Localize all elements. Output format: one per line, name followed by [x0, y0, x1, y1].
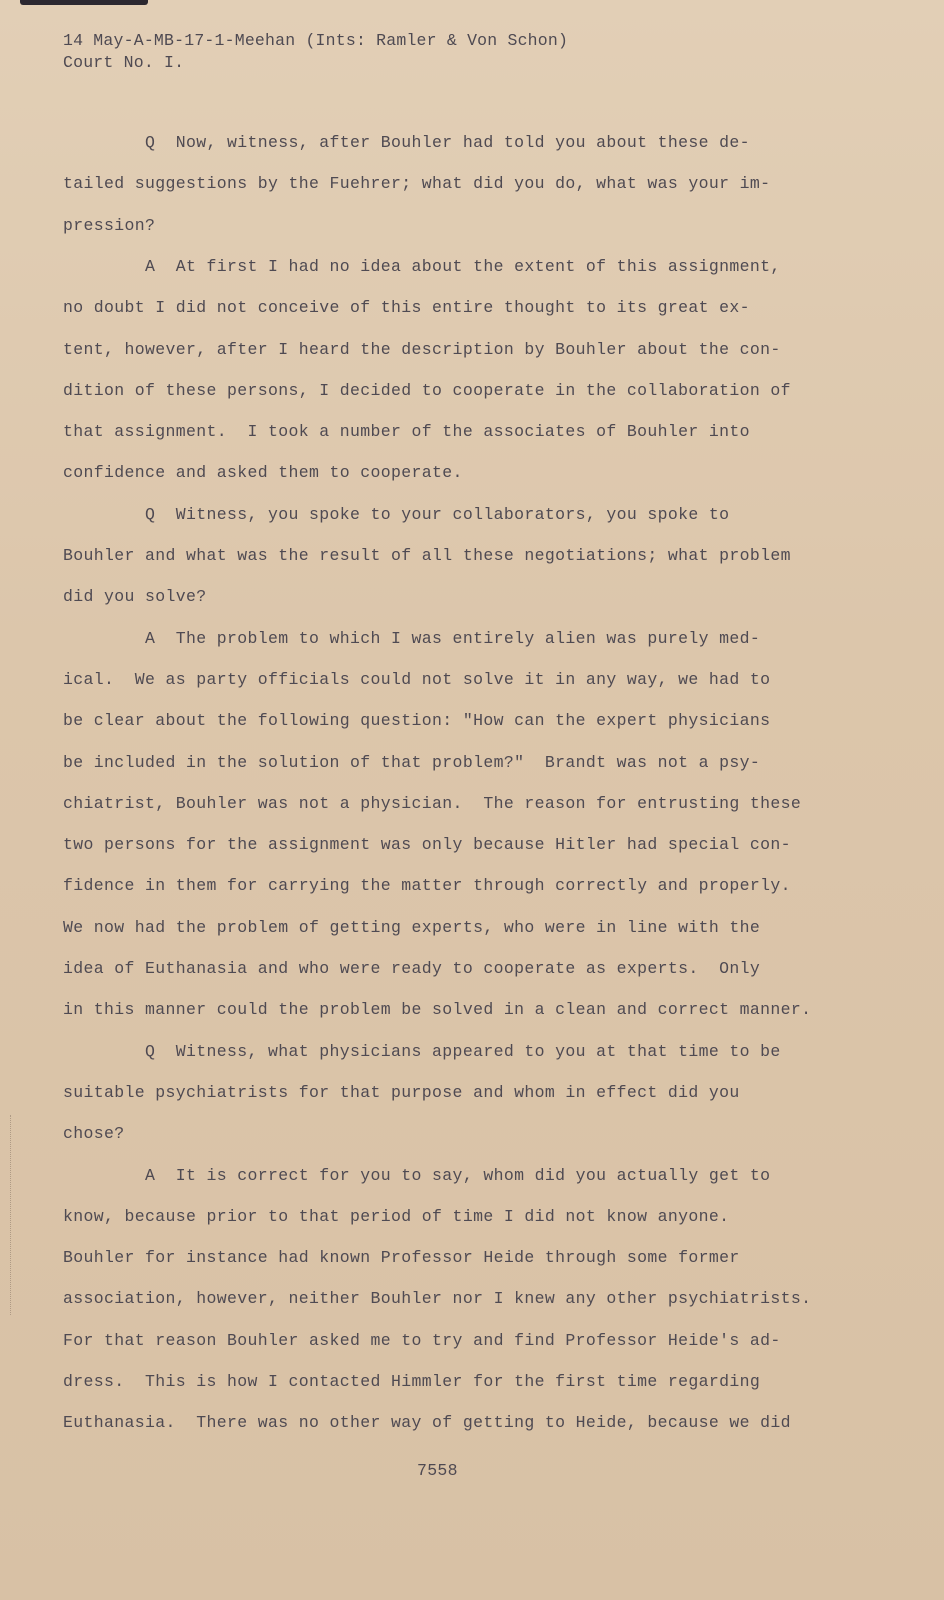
transcript-line: Euthanasia. There was no other way of getting to Heide, because we did: [63, 1413, 791, 1433]
transcript-line: A It is correct for you to say, whom did you actually get to: [63, 1165, 771, 1185]
transcript-line: A At first I had no idea about the extent of this assignment,: [63, 256, 781, 276]
transcript-line: tent, however, after I heard the description by Bouhler about the con-: [63, 339, 781, 359]
header-line-1: 14 May-A-MB-17-1-Meehan (Ints: Ramler & Von Schon): [63, 31, 569, 50]
transcript-line: ical. We as party officials could not solve it in any way, we had to: [63, 669, 771, 689]
transcript-line: Bouhler and what was the result of all these negotiations; what problem: [63, 546, 791, 565]
transcript-line: that assignment. I took a number of the associates of Bouhler into: [63, 422, 750, 442]
transcript-line: Q Now, witness, after Bouhler had told you about these de-: [63, 133, 750, 152]
transcript-line: We now had the problem of getting experts, who were in line with the: [63, 917, 761, 937]
transcript-line: pression?: [63, 215, 156, 235]
top-edge-mark: [20, 0, 148, 5]
transcript-line: Bouhler for instance had known Professor Heide through some former: [63, 1248, 740, 1268]
transcript-line: chose?: [63, 1124, 125, 1144]
header-line-2: Court No. I.: [63, 53, 185, 72]
transcript-line: in this manner could the problem be solved in a clean and correct manner.: [63, 1000, 812, 1020]
transcript-line: A The problem to which I was entirely alien was purely med-: [63, 628, 761, 648]
transcript-line: For that reason Bouhler asked me to try and find Professor Heide's ad-: [63, 1330, 781, 1350]
transcript-line: did you solve?: [63, 587, 207, 607]
transcript-line: fidence in them for carrying the matter through correctly and properly.: [63, 876, 791, 896]
page-number: 7558: [417, 1461, 458, 1480]
transcript-line: be included in the solution of that problem?" Brandt was not a psy-: [63, 752, 761, 772]
transcript-line: tailed suggestions by the Fuehrer; what did you do, what was your im-: [63, 174, 771, 194]
transcript-line: Q Witness, you spoke to your collaborators, you spoke to: [63, 504, 730, 524]
transcript-line: be clear about the following question: "How can the expert physicians: [63, 711, 771, 731]
left-edge-wear: [10, 1115, 21, 1315]
transcript-line: know, because prior to that period of time I did not know anyone.: [63, 1206, 730, 1226]
transcript-line: dress. This is how I contacted Himmler for the first time regarding: [63, 1372, 761, 1391]
transcript-line: confidence and asked them to cooperate.: [63, 463, 463, 483]
transcript-line: idea of Euthanasia and who were ready to cooperate as experts. Only: [63, 959, 761, 978]
transcript-line: suitable psychiatrists for that purpose and whom in effect did you: [63, 1082, 740, 1102]
transcript-line: association, however, neither Bouhler nor I knew any other psychiatrists.: [63, 1289, 812, 1309]
document-header: [63, 30, 568, 74]
transcript-line: no doubt I did not conceive of this entire thought to its great ex-: [63, 298, 750, 318]
transcript-line: dition of these persons, I decided to cooperate in the collaboration of: [63, 380, 791, 400]
transcript-line: Q Witness, what physicians appeared to you at that time to be: [63, 1041, 781, 1061]
transcript-line: two persons for the assignment was only because Hitler had special con-: [63, 835, 791, 855]
transcript-line: chiatrist, Bouhler was not a physician. The reason for entrusting these: [63, 793, 802, 813]
